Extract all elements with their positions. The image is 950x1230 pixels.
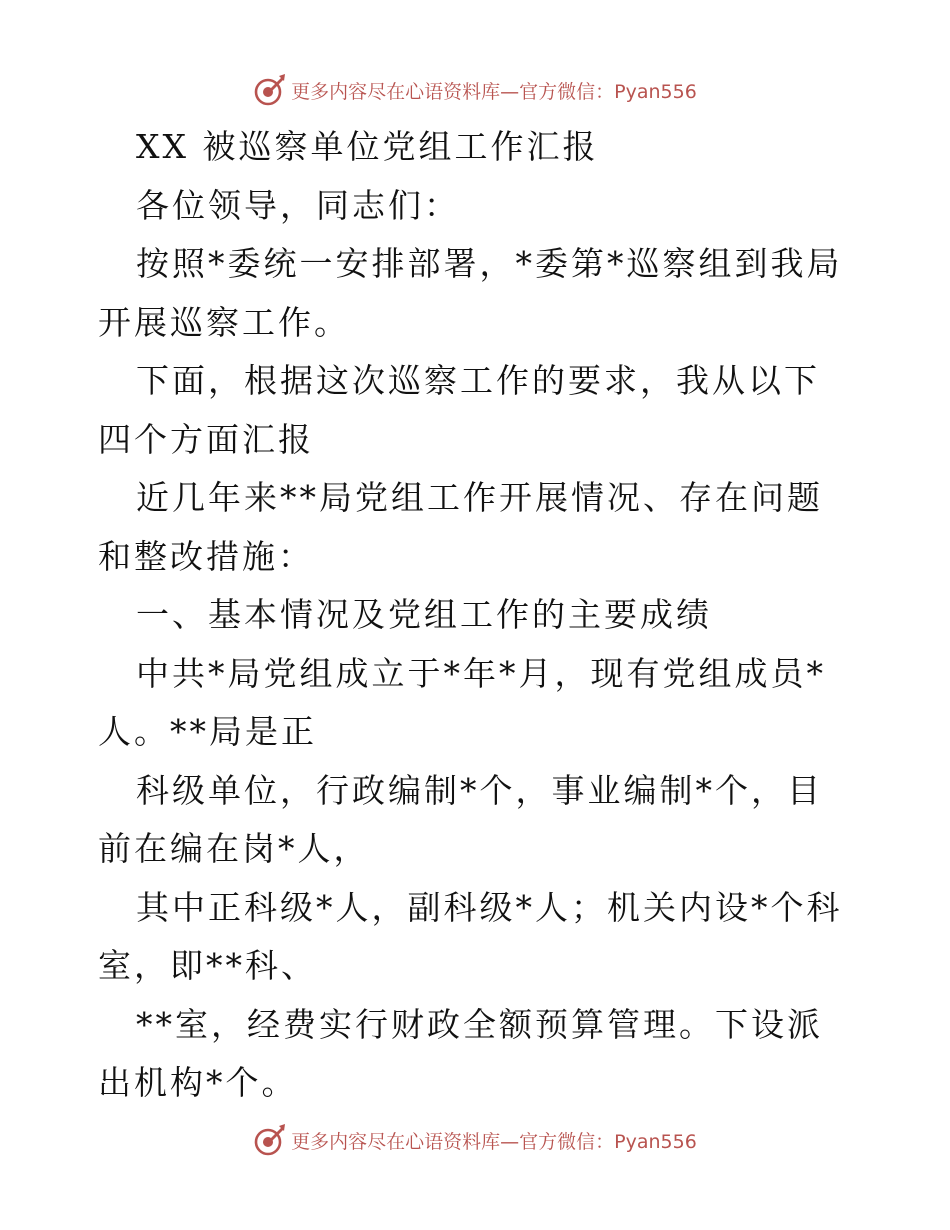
paragraph: 近几年来**局党组工作开展情况、存在问题和整改措施： bbox=[98, 478, 823, 576]
paragraph: 科级单位，行政编制*个，事业编制*个，目前在编在岗*人， bbox=[98, 770, 823, 868]
document-title: XX 被巡察单位党组工作汇报 bbox=[136, 127, 599, 166]
header-watermark bbox=[0, 70, 950, 110]
paragraph: 中共*局党组成立于*年*月，现有党组成员*人。**局是正 bbox=[98, 653, 826, 751]
paragraph: 下面，根据这次巡察工作的要求，我从以下四个方面汇报 bbox=[98, 361, 820, 459]
footer-watermark-text: 更多内容尽在心语资料库—官方微信：Pyan556 bbox=[291, 1130, 697, 1153]
quill-pen-logo-icon bbox=[253, 1123, 287, 1157]
footer-watermark bbox=[0, 1120, 950, 1160]
paragraph: 按照*委统一安排部署，*委第*巡察组到我局开展巡察工作。 bbox=[98, 244, 843, 342]
salutation: 各位领导，同志们： bbox=[136, 185, 460, 225]
paragraph: **室，经费实行财政全额预算管理。下设派出机构*个。 bbox=[98, 1004, 823, 1102]
quill-pen-logo-icon bbox=[253, 73, 287, 107]
paragraph: 其中正科级*人，副科级*人；机关内设*个科室，即**科、 bbox=[98, 887, 843, 985]
document-body bbox=[0, 118, 950, 1113]
section-heading: 一、基本情况及党组工作的主要成绩 bbox=[136, 595, 712, 634]
header-watermark-text: 更多内容尽在心语资料库—官方微信：Pyan556 bbox=[291, 80, 697, 103]
